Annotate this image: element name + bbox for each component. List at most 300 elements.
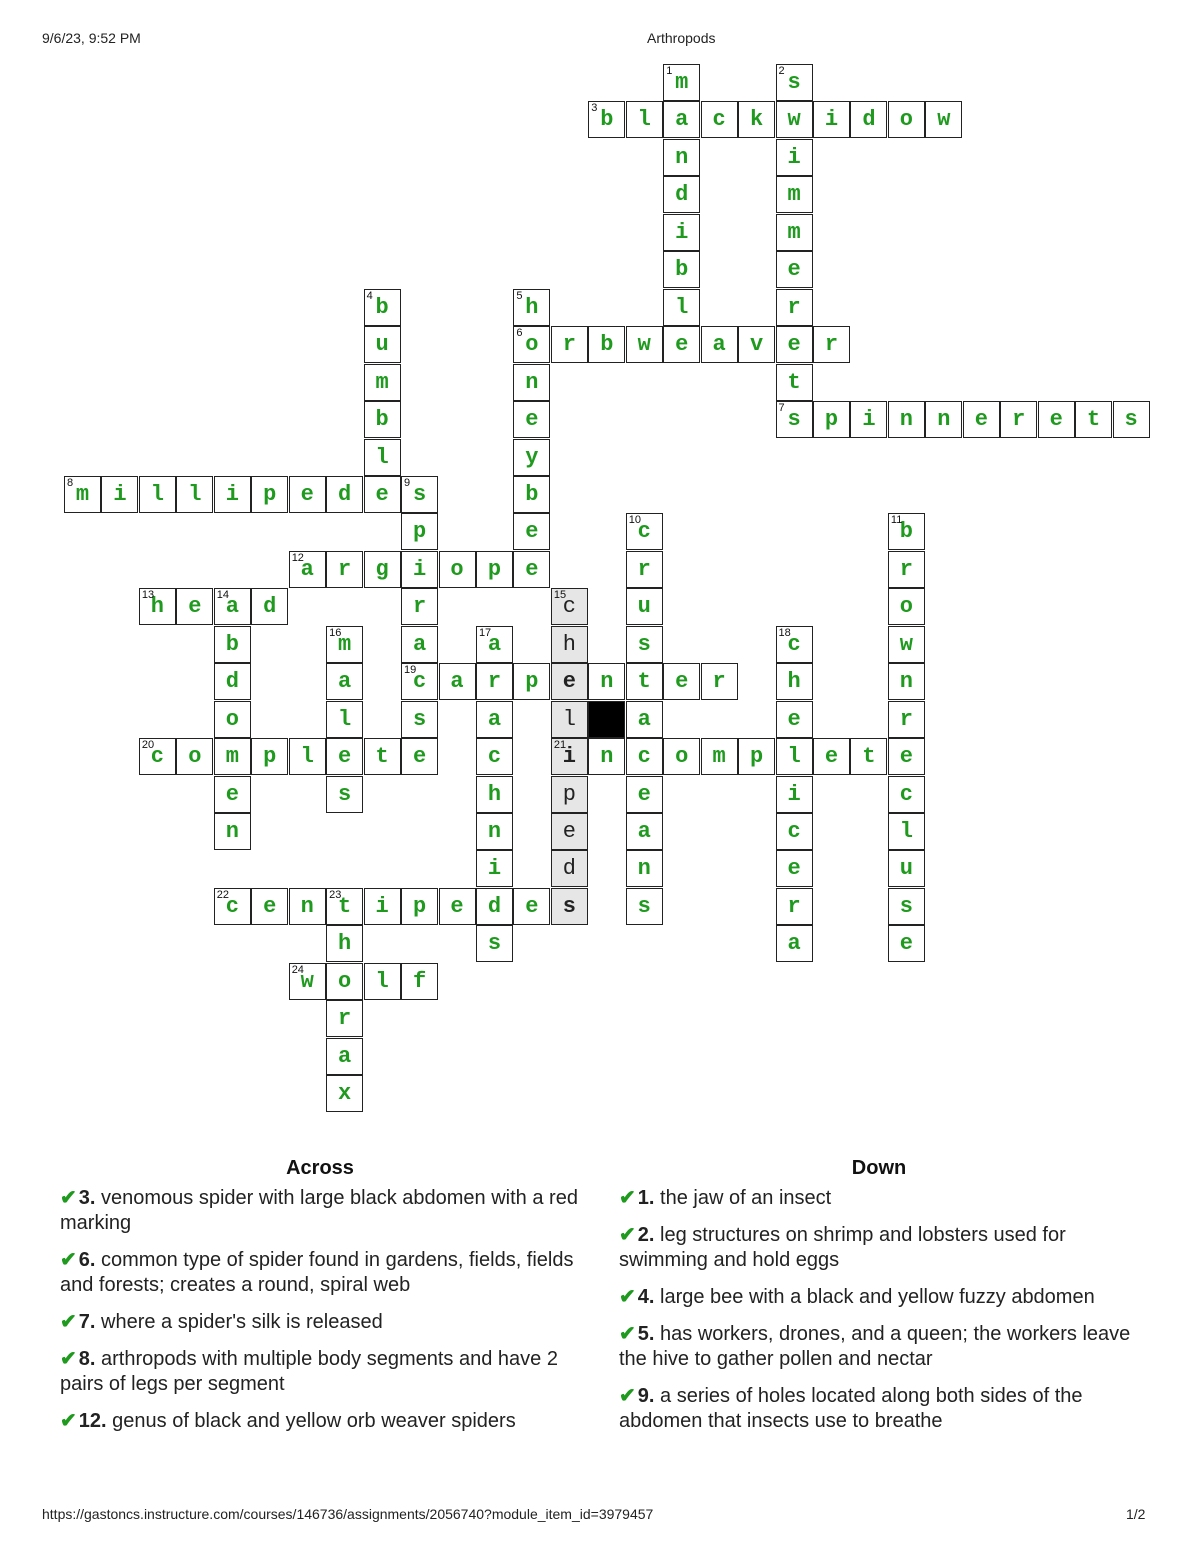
cell-letter: e: [525, 519, 539, 545]
crossword-cell[interactable]: [551, 813, 588, 850]
crossword-cell[interactable]: [663, 139, 700, 176]
crossword-cell[interactable]: [401, 588, 438, 625]
crossword-cell[interactable]: [776, 701, 813, 738]
crossword-cell[interactable]: [1000, 401, 1037, 438]
cell-letter: r: [412, 594, 427, 620]
crossword-cell[interactable]: [551, 701, 588, 738]
crossword-cell[interactable]: [776, 251, 813, 288]
crossword-cell[interactable]: [251, 476, 288, 513]
crossword-cell[interactable]: [513, 663, 550, 700]
cell-letter: m: [712, 744, 726, 770]
crossword-cell[interactable]: [476, 888, 513, 925]
crossword-cell[interactable]: [776, 139, 813, 176]
crossword-cell[interactable]: [289, 963, 326, 1000]
crossword-cell[interactable]: [139, 738, 176, 775]
crossword-cell[interactable]: [776, 925, 813, 962]
crossword-cell[interactable]: [364, 963, 401, 1000]
crossword-cell[interactable]: [588, 326, 625, 363]
crossword-cell[interactable]: [701, 738, 738, 775]
cell-letter: m: [787, 219, 801, 245]
cell-letter: w: [899, 631, 913, 657]
crossword-cell[interactable]: [476, 738, 513, 775]
crossword-cell[interactable]: [626, 813, 663, 850]
crossword-cell[interactable]: [663, 251, 700, 288]
crossword-cell[interactable]: [476, 551, 513, 588]
crossword-cell[interactable]: [626, 588, 663, 625]
crossword-cell[interactable]: [214, 776, 251, 813]
crossword-cell[interactable]: [776, 326, 813, 363]
clue-item[interactable]: [619, 1384, 1139, 1434]
clue-number: 24: [291, 963, 304, 976]
clue-item[interactable]: [619, 1285, 1139, 1310]
crossword-cell[interactable]: [888, 850, 925, 887]
crossword-cell[interactable]: [214, 626, 251, 663]
crossword-cell[interactable]: [251, 888, 288, 925]
cell-letter: i: [787, 144, 801, 170]
cell-letter: n: [487, 819, 502, 844]
cell-letter: r: [338, 1006, 352, 1032]
crossword-cell[interactable]: [888, 551, 925, 588]
crossword-cell[interactable]: [326, 1038, 363, 1075]
cell-letter: p: [412, 893, 427, 919]
cell-letter: n: [600, 744, 614, 770]
crossword-cell[interactable]: [551, 588, 588, 625]
crossword-cell[interactable]: [513, 888, 550, 925]
clue-text: has workers, drones, and a queen; the workers leave the hive to gather pollen and nectar: [619, 1323, 1131, 1370]
cell-letter: t: [637, 669, 651, 695]
clue-number: 11: [890, 514, 903, 527]
crossword-cell[interactable]: [439, 888, 476, 925]
clue-item[interactable]: [619, 1186, 1139, 1211]
crossword-cell[interactable]: [513, 439, 550, 476]
crossword-cell[interactable]: [626, 850, 663, 887]
crossword-cell[interactable]: [401, 701, 438, 738]
clue-item[interactable]: [619, 1322, 1139, 1372]
crossword-cell[interactable]: [214, 813, 251, 850]
crossword-cell[interactable]: [214, 476, 251, 513]
clue-text: leg structures on shrimp and lobsters used for swimming and hold eggs: [619, 1224, 1066, 1271]
cell-letter: c: [487, 744, 502, 770]
crossword-cell[interactable]: [326, 551, 363, 588]
page-title: Arthropods: [647, 30, 716, 46]
crossword-cell[interactable]: [663, 326, 700, 363]
cell-letter: n: [300, 893, 314, 919]
clue-num: 9.: [637, 1385, 655, 1407]
crossword-cell[interactable]: [1113, 401, 1150, 438]
cell-letter: e: [225, 781, 239, 807]
crossword-cell[interactable]: [364, 476, 401, 513]
cell-letter: h: [787, 669, 801, 695]
crossword-cell[interactable]: [776, 738, 813, 775]
cell-letter: s: [787, 407, 801, 433]
crossword-cell[interactable]: [439, 663, 476, 700]
crossword-cell[interactable]: [139, 476, 176, 513]
crossword-cell[interactable]: [364, 738, 401, 775]
crossword-cell[interactable]: [888, 776, 925, 813]
cell-letter: s: [899, 893, 913, 919]
crossword-cell[interactable]: [214, 701, 251, 738]
crossword-cell[interactable]: [738, 326, 775, 363]
cell-letter: e: [787, 257, 801, 283]
crossword-cell[interactable]: [326, 738, 363, 775]
crossword-cell[interactable]: [776, 776, 813, 813]
cell-letter: b: [375, 294, 389, 320]
crossword-cell[interactable]: [776, 401, 813, 438]
crossword-cell[interactable]: [626, 663, 663, 700]
crossword-cell[interactable]: [364, 401, 401, 438]
cell-letter: t: [338, 893, 352, 919]
crossword-cell[interactable]: [326, 925, 363, 962]
crossword-cell[interactable]: [850, 101, 887, 138]
crossword-cell[interactable]: [326, 663, 363, 700]
crossword-cell[interactable]: [251, 588, 288, 625]
crossword-cell[interactable]: [214, 663, 251, 700]
crossword-cell[interactable]: [626, 101, 663, 138]
crossword-cell[interactable]: [776, 176, 813, 213]
cell-letter: e: [263, 893, 277, 919]
crossword-cell[interactable]: [401, 551, 438, 588]
crossword-cell[interactable]: [364, 888, 401, 925]
crossword-cell[interactable]: [813, 738, 850, 775]
check-icon: ✔: [619, 1323, 636, 1345]
cell-letter: e: [562, 669, 576, 695]
crossword-cell[interactable]: [176, 738, 213, 775]
cell-letter: p: [824, 407, 839, 433]
cell-letter: e: [787, 856, 801, 882]
crossword-cell[interactable]: [626, 701, 663, 738]
clue-number: 14: [216, 589, 230, 602]
cell-letter: x: [338, 1081, 352, 1107]
cell-letter: a: [675, 107, 689, 133]
cell-letter: c: [899, 781, 913, 807]
clue-number: 5: [516, 289, 523, 302]
crossword-cell[interactable]: [1075, 401, 1112, 438]
cell-letter: a: [412, 631, 427, 657]
cell-letter: p: [525, 669, 539, 695]
crossword-cell[interactable]: [888, 738, 925, 775]
cell-letter: t: [1087, 407, 1101, 433]
crossword-cell[interactable]: [776, 214, 813, 251]
crossword-cell[interactable]: [513, 513, 550, 550]
crossword-cell[interactable]: [326, 1000, 363, 1037]
cell-letter: s: [412, 706, 427, 732]
crossword-cell[interactable]: [776, 813, 813, 850]
cell-letter: b: [899, 519, 913, 545]
cell-letter: b: [675, 257, 689, 283]
crossword-cell[interactable]: [888, 626, 925, 663]
crossword-cell[interactable]: [476, 813, 513, 850]
clue-num: 3.: [78, 1187, 96, 1209]
cell-letter: l: [675, 294, 689, 320]
cell-letter: b: [600, 107, 614, 133]
crossword-cell[interactable]: [888, 663, 925, 700]
crossword-cell[interactable]: [289, 551, 326, 588]
cell-letter: p: [562, 781, 576, 807]
cell-letter: r: [824, 332, 839, 358]
crossword-cell[interactable]: [364, 326, 401, 363]
clue-num: 12.: [78, 1410, 107, 1432]
cell-letter: s: [562, 893, 576, 919]
crossword-cell[interactable]: [513, 551, 550, 588]
crossword-cell[interactable]: [925, 101, 962, 138]
cell-letter: c: [637, 519, 651, 545]
crossword-cell[interactable]: [326, 626, 363, 663]
cell-letter: p: [263, 481, 277, 507]
crossword-cell[interactable]: [701, 101, 738, 138]
crossword-cell[interactable]: [551, 738, 588, 775]
crossword-cell[interactable]: [326, 963, 363, 1000]
crossword-cell[interactable]: [251, 738, 288, 775]
cell-letter: l: [300, 744, 314, 770]
cell-letter: c: [412, 669, 427, 695]
crossword-cell[interactable]: [1038, 401, 1075, 438]
crossword-cell[interactable]: [176, 588, 213, 625]
crossword-cell[interactable]: [588, 101, 625, 138]
crossword-cell[interactable]: [551, 326, 588, 363]
crossword-cell[interactable]: [513, 289, 550, 326]
crossword-cell[interactable]: [326, 888, 363, 925]
clue-text: genus of black and yellow orb weaver spiders: [112, 1410, 516, 1432]
crossword-cell[interactable]: [64, 476, 101, 513]
cell-letter: b: [600, 332, 614, 358]
clue-text: arthropods with multiple body segments and have 2 pairs of legs per segment: [60, 1348, 558, 1395]
check-icon: ✔: [619, 1187, 636, 1209]
cell-letter: i: [675, 219, 689, 245]
crossword-cell[interactable]: [626, 513, 663, 550]
crossword-cell[interactable]: [888, 588, 925, 625]
crossword-cell[interactable]: [776, 626, 813, 663]
cell-letter: e: [338, 744, 352, 770]
cell-letter: e: [412, 744, 427, 770]
crossword-cell[interactable]: [626, 888, 663, 925]
crossword-cell[interactable]: [663, 64, 700, 101]
clue-number: 3: [591, 102, 598, 115]
cell-letter: d: [263, 594, 277, 620]
clue-num: 5.: [637, 1323, 655, 1345]
crossword-cell[interactable]: [663, 176, 700, 213]
cell-letter: d: [487, 893, 502, 919]
crossword-cell[interactable]: [214, 738, 251, 775]
crossword-cell[interactable]: [364, 439, 401, 476]
crossword-cell[interactable]: [551, 850, 588, 887]
crossword-cell[interactable]: [813, 101, 850, 138]
cell-letter: l: [637, 107, 651, 133]
cell-letter: e: [899, 744, 913, 770]
crossword-cell[interactable]: [888, 888, 925, 925]
crossword-cell[interactable]: [289, 476, 326, 513]
crossword-cell[interactable]: [326, 476, 363, 513]
crossword-cell[interactable]: [364, 364, 401, 401]
clue-num: 7.: [78, 1311, 96, 1333]
crossword-cell[interactable]: [101, 476, 138, 513]
crossword-cell[interactable]: [551, 888, 588, 925]
clue-number: 7: [778, 402, 785, 415]
crossword-cell[interactable]: [326, 776, 363, 813]
crossword-cell[interactable]: [888, 513, 925, 550]
crossword-cell[interactable]: [476, 701, 513, 738]
clue-item[interactable]: [619, 1223, 1139, 1273]
cell-letter: a: [338, 669, 352, 695]
cell-letter: e: [450, 893, 464, 919]
crossword-cell[interactable]: [663, 101, 700, 138]
crossword-cell[interactable]: [513, 476, 550, 513]
black-cell: [588, 701, 625, 738]
crossword-cell[interactable]: [513, 326, 550, 363]
crossword-cell[interactable]: [513, 364, 550, 401]
cell-letter: a: [487, 706, 502, 732]
crossword-cell[interactable]: [776, 289, 813, 326]
crossword-cell[interactable]: [289, 888, 326, 925]
crossword-cell[interactable]: [963, 401, 1000, 438]
cell-letter: m: [675, 70, 689, 95]
cell-letter: c: [637, 744, 651, 770]
down-clue-list: [619, 1186, 1139, 1434]
crossword-cell[interactable]: [776, 364, 813, 401]
crossword-cell[interactable]: [701, 326, 738, 363]
cell-letter: c: [150, 744, 164, 770]
cell-letter: e: [525, 556, 539, 582]
crossword-cell[interactable]: [776, 101, 813, 138]
crossword-cell[interactable]: [476, 626, 513, 663]
cell-letter: m: [225, 744, 239, 770]
crossword-cell[interactable]: [476, 776, 513, 813]
clue-number: 21: [553, 739, 567, 752]
clue-number: 19: [404, 664, 417, 677]
crossword-cell[interactable]: [439, 551, 476, 588]
crossword-cell[interactable]: [888, 925, 925, 962]
crossword-cell[interactable]: [776, 64, 813, 101]
clue-number: 15: [553, 589, 567, 602]
cell-letter: a: [637, 706, 651, 732]
cell-letter: r: [637, 556, 651, 582]
crossword-cell[interactable]: [738, 738, 775, 775]
crossword-cell[interactable]: [401, 888, 438, 925]
cell-letter: r: [899, 556, 913, 582]
crossword-cell[interactable]: [551, 776, 588, 813]
crossword-cell[interactable]: [776, 888, 813, 925]
cell-letter: a: [487, 631, 502, 657]
crossword-cell[interactable]: [326, 1075, 363, 1112]
crossword-cell[interactable]: [401, 663, 438, 700]
crossword-cell[interactable]: [214, 888, 251, 925]
crossword-cell[interactable]: [513, 401, 550, 438]
crossword-cell[interactable]: [663, 289, 700, 326]
crossword-cell[interactable]: [776, 850, 813, 887]
cell-letter: i: [487, 856, 502, 882]
crossword-cell[interactable]: [401, 963, 438, 1000]
crossword-cell[interactable]: [401, 513, 438, 550]
crossword-cell[interactable]: [139, 588, 176, 625]
cell-letter: i: [412, 556, 427, 582]
crossword-cell[interactable]: [888, 401, 925, 438]
check-icon: ✔: [619, 1286, 636, 1308]
clue-item[interactable]: [60, 1248, 580, 1298]
cell-letter: e: [675, 332, 689, 358]
crossword-cell[interactable]: [476, 850, 513, 887]
crossword-cell[interactable]: [401, 738, 438, 775]
clue-number: 10: [628, 514, 641, 527]
clue-number: 13: [141, 589, 155, 602]
crossword-cell[interactable]: [626, 626, 663, 663]
clue-text: the jaw of an insect: [660, 1187, 832, 1209]
clue-item[interactable]: [60, 1347, 580, 1397]
crossword-cell[interactable]: [364, 289, 401, 326]
cell-letter: l: [375, 968, 389, 994]
clue-text: venomous spider with large black abdomen with a red marking: [60, 1187, 578, 1234]
crossword-cell[interactable]: [738, 101, 775, 138]
crossword-cell[interactable]: [663, 738, 700, 775]
across-clue-list: [60, 1186, 580, 1434]
clue-item[interactable]: [60, 1409, 580, 1434]
cell-letter: b: [525, 481, 539, 507]
cell-letter: r: [899, 706, 913, 732]
crossword-cell[interactable]: [888, 701, 925, 738]
cell-letter: n: [525, 369, 539, 395]
crossword-cell[interactable]: [776, 663, 813, 700]
crossword-cell[interactable]: [813, 401, 850, 438]
page-url[interactable]: https://gastoncs.instructure.com/courses/146736/assignments/2056740?module_item_id=3979457: [42, 1506, 654, 1522]
clue-item[interactable]: [60, 1310, 580, 1335]
crossword-cell[interactable]: [663, 663, 700, 700]
crossword-cell[interactable]: [476, 663, 513, 700]
clue-number: 9: [404, 476, 411, 489]
crossword-cell[interactable]: [850, 401, 887, 438]
cell-letter: l: [899, 819, 913, 844]
crossword-cell[interactable]: [626, 326, 663, 363]
clue-num: 6.: [78, 1249, 96, 1271]
crossword-cell[interactable]: [364, 551, 401, 588]
clue-number: 4: [366, 289, 373, 302]
cell-letter: m: [787, 182, 801, 208]
crossword-cell[interactable]: [176, 476, 213, 513]
crossword-cell[interactable]: [850, 738, 887, 775]
cell-letter: a: [787, 931, 801, 957]
crossword-cell[interactable]: [289, 738, 326, 775]
clue-item[interactable]: [60, 1186, 580, 1236]
cell-letter: e: [525, 407, 539, 433]
crossword-cell[interactable]: [214, 588, 251, 625]
crossword-cell[interactable]: [551, 626, 588, 663]
crossword-cell[interactable]: [925, 401, 962, 438]
crossword-cell[interactable]: [326, 701, 363, 738]
crossword-cell[interactable]: [476, 925, 513, 962]
crossword-cell[interactable]: [888, 101, 925, 138]
crossword-cell[interactable]: [401, 476, 438, 513]
cell-letter: c: [712, 107, 726, 133]
cell-letter: s: [1124, 407, 1138, 433]
crossword-cell[interactable]: [663, 214, 700, 251]
cell-letter: e: [675, 669, 689, 695]
crossword-cell[interactable]: [626, 738, 663, 775]
crossword-cell[interactable]: [551, 663, 588, 700]
crossword-cell[interactable]: [888, 813, 925, 850]
cell-letter: r: [712, 669, 726, 695]
crossword-cell[interactable]: [588, 738, 625, 775]
cell-letter: s: [637, 893, 651, 919]
crossword-cell[interactable]: [626, 776, 663, 813]
check-icon: ✔: [60, 1348, 77, 1370]
cell-letter: n: [225, 819, 239, 844]
crossword-cell[interactable]: [813, 326, 850, 363]
crossword-cell[interactable]: [701, 663, 738, 700]
crossword-cell[interactable]: [626, 551, 663, 588]
clue-number: 20: [141, 739, 155, 752]
crossword-cell[interactable]: [588, 663, 625, 700]
crossword-cell[interactable]: [401, 626, 438, 663]
cell-letter: h: [150, 594, 164, 620]
clue-number: 6: [516, 327, 523, 340]
down-title: Down: [851, 1157, 907, 1179]
